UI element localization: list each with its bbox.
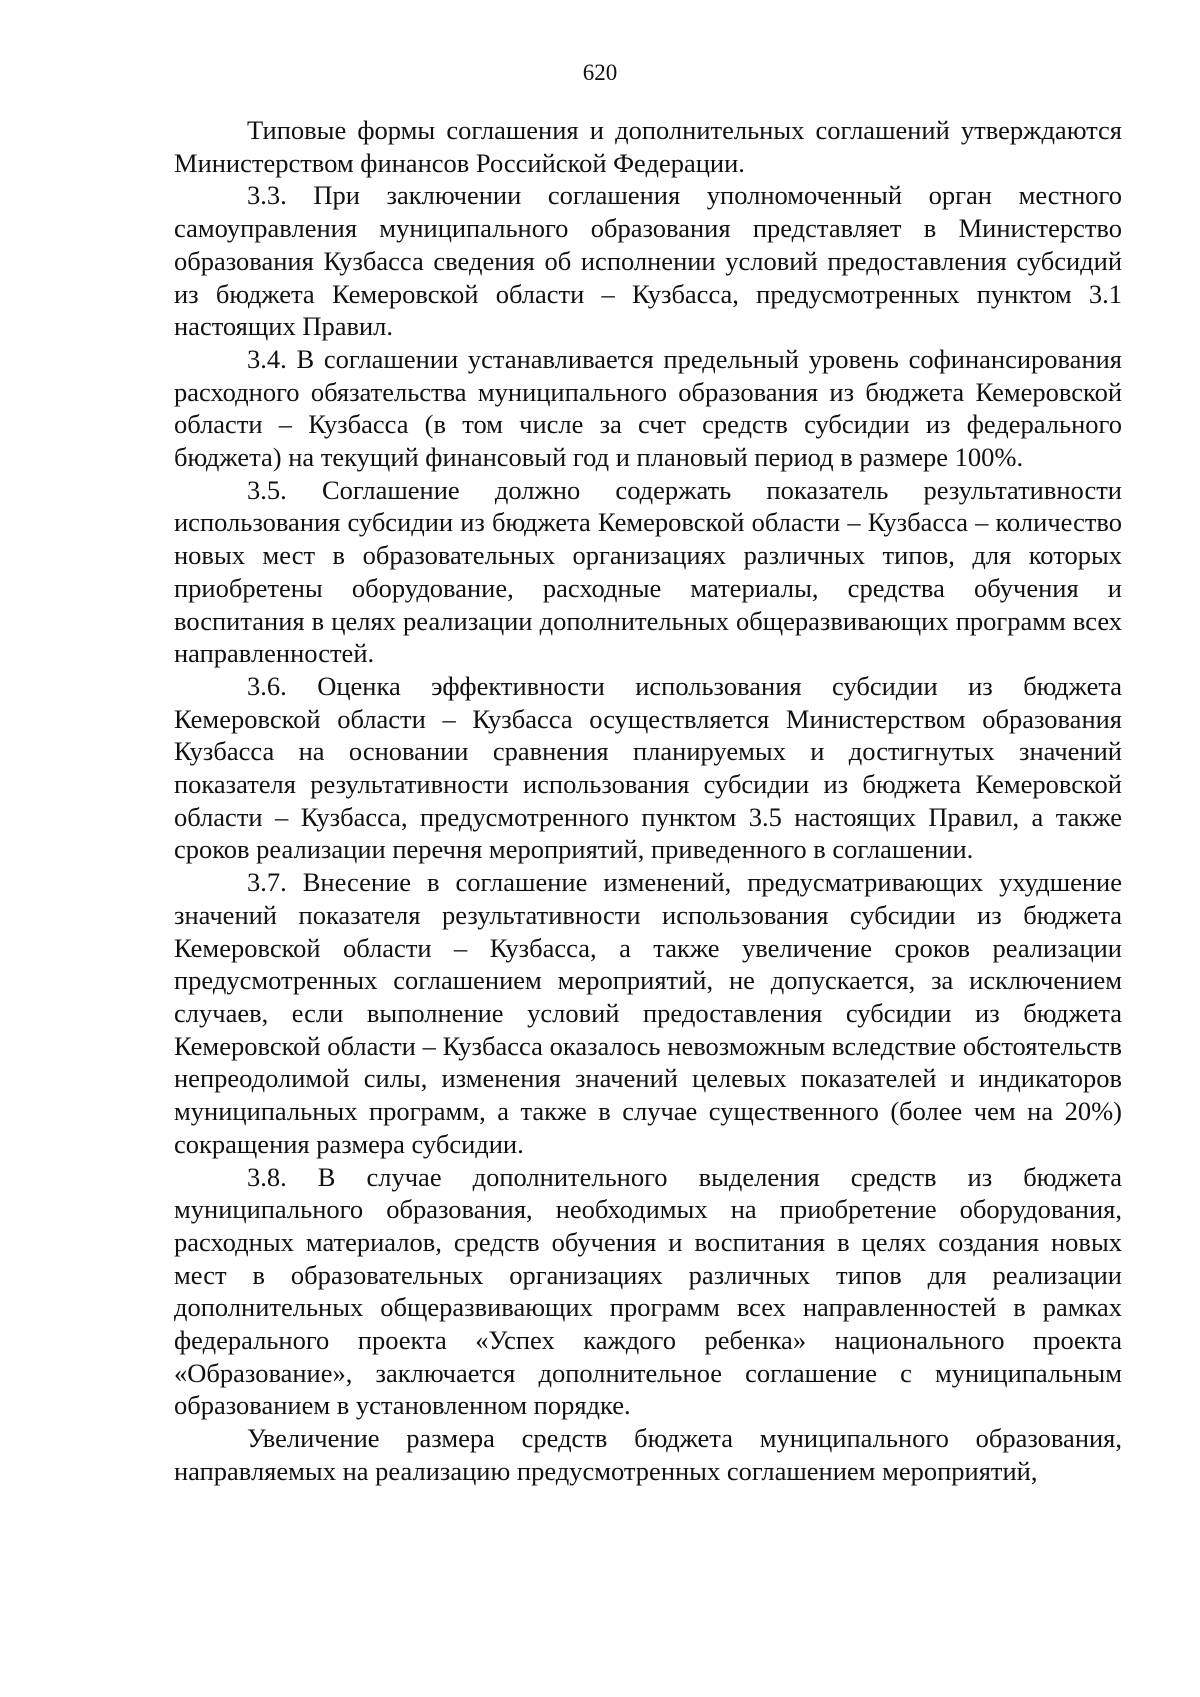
page-number: 620 — [582, 60, 618, 85]
paragraph-3-7: 3.7. Внесение в соглашение изменений, предусматривающих ухудшение значений показателя результативности использования субсидии из бюджета Кемеровской области – Кузбасса, а также увеличение сроков реализации предусмотренных соглашением мероприятий, не допускается, за исключением случаев, если выполнение условий предоставления субсидии из бюджета Кемеровской области – Кузбасса оказалось невозможным вследствие обстоятельств непреодолимой силы, изменения значений целевых показателей и индикаторов муниципальных программ, а также в случае существенного (более чем на 20%) сокращения размера субсидии. — [174, 867, 1122, 1159]
document-body — [174, 114, 1122, 1488]
paragraph-3-6: 3.6. Оценка эффективности использования субсидии из бюджета Кемеровской области – Кузбасса осуществляется Министерством образования Кузбасса на основании сравнения планируемых и достигнутых значений показателя результативности использования субсидии из бюджета Кемеровской области – Кузбасса, предусмотренного пунктом 3.5 настоящих Правил, а также сроков реализации перечня мероприятий, приведенного в соглашении. — [174, 670, 1122, 865]
paragraph-3-5: 3.5. Соглашение должно содержать показатель результативности использования субсидии из бюджета Кемеровской области – Кузбасса – количество новых мест в образовательных организациях различных типов, для которых приобретены оборудование, расходные материалы, средства обучения и воспитания в целях реализации дополнительных общеразвивающих программ всех направленностей. — [174, 474, 1122, 669]
paragraph-3-8: 3.8. В случае дополнительного выделения средств из бюджета муниципального образования, необходимых на приобретение оборудования, расходных материалов, средств обучения и воспитания в целях создания новых мест в образовательных организациях различных типов для реализации дополнительных общеразвивающих программ всех направленностей в рамках федерального проекта «Успех каждого ребенка» национального проекта «Образование», заключается дополнительное соглашение с муниципальным образованием в установленном порядке. — [174, 1161, 1122, 1421]
paragraph-3-4: 3.4. В соглашении устанавливается предельный уровень софинансирования расходного обязательства муниципального образования из бюджета Кемеровской области – Кузбасса (в том числе за счет средств субсидии из федерального бюджета) на текущий финансовый год и плановый период в размере 100%. — [174, 343, 1122, 473]
paragraph-funds-increase: Увеличение размера средств бюджета муниципального образования, направляемых на реализацию предусмотренных соглашением мероприятий, — [174, 1423, 1122, 1486]
paragraph-forms-approval: Типовые формы соглашения и дополнительных соглашений утверждаются Министерством финансов Российской Федерации. — [174, 115, 1122, 178]
paragraph-3-3: 3.3. При заключении соглашения уполномоченный орган местного самоуправления муниципального образования представляет в Министерство образования Кузбасса сведения об исполнении условий предоставления субсидий из бюджета Кемеровской области – Кузбасса, предусмотренных пунктом 3.1 настоящих Правил. — [174, 180, 1122, 342]
